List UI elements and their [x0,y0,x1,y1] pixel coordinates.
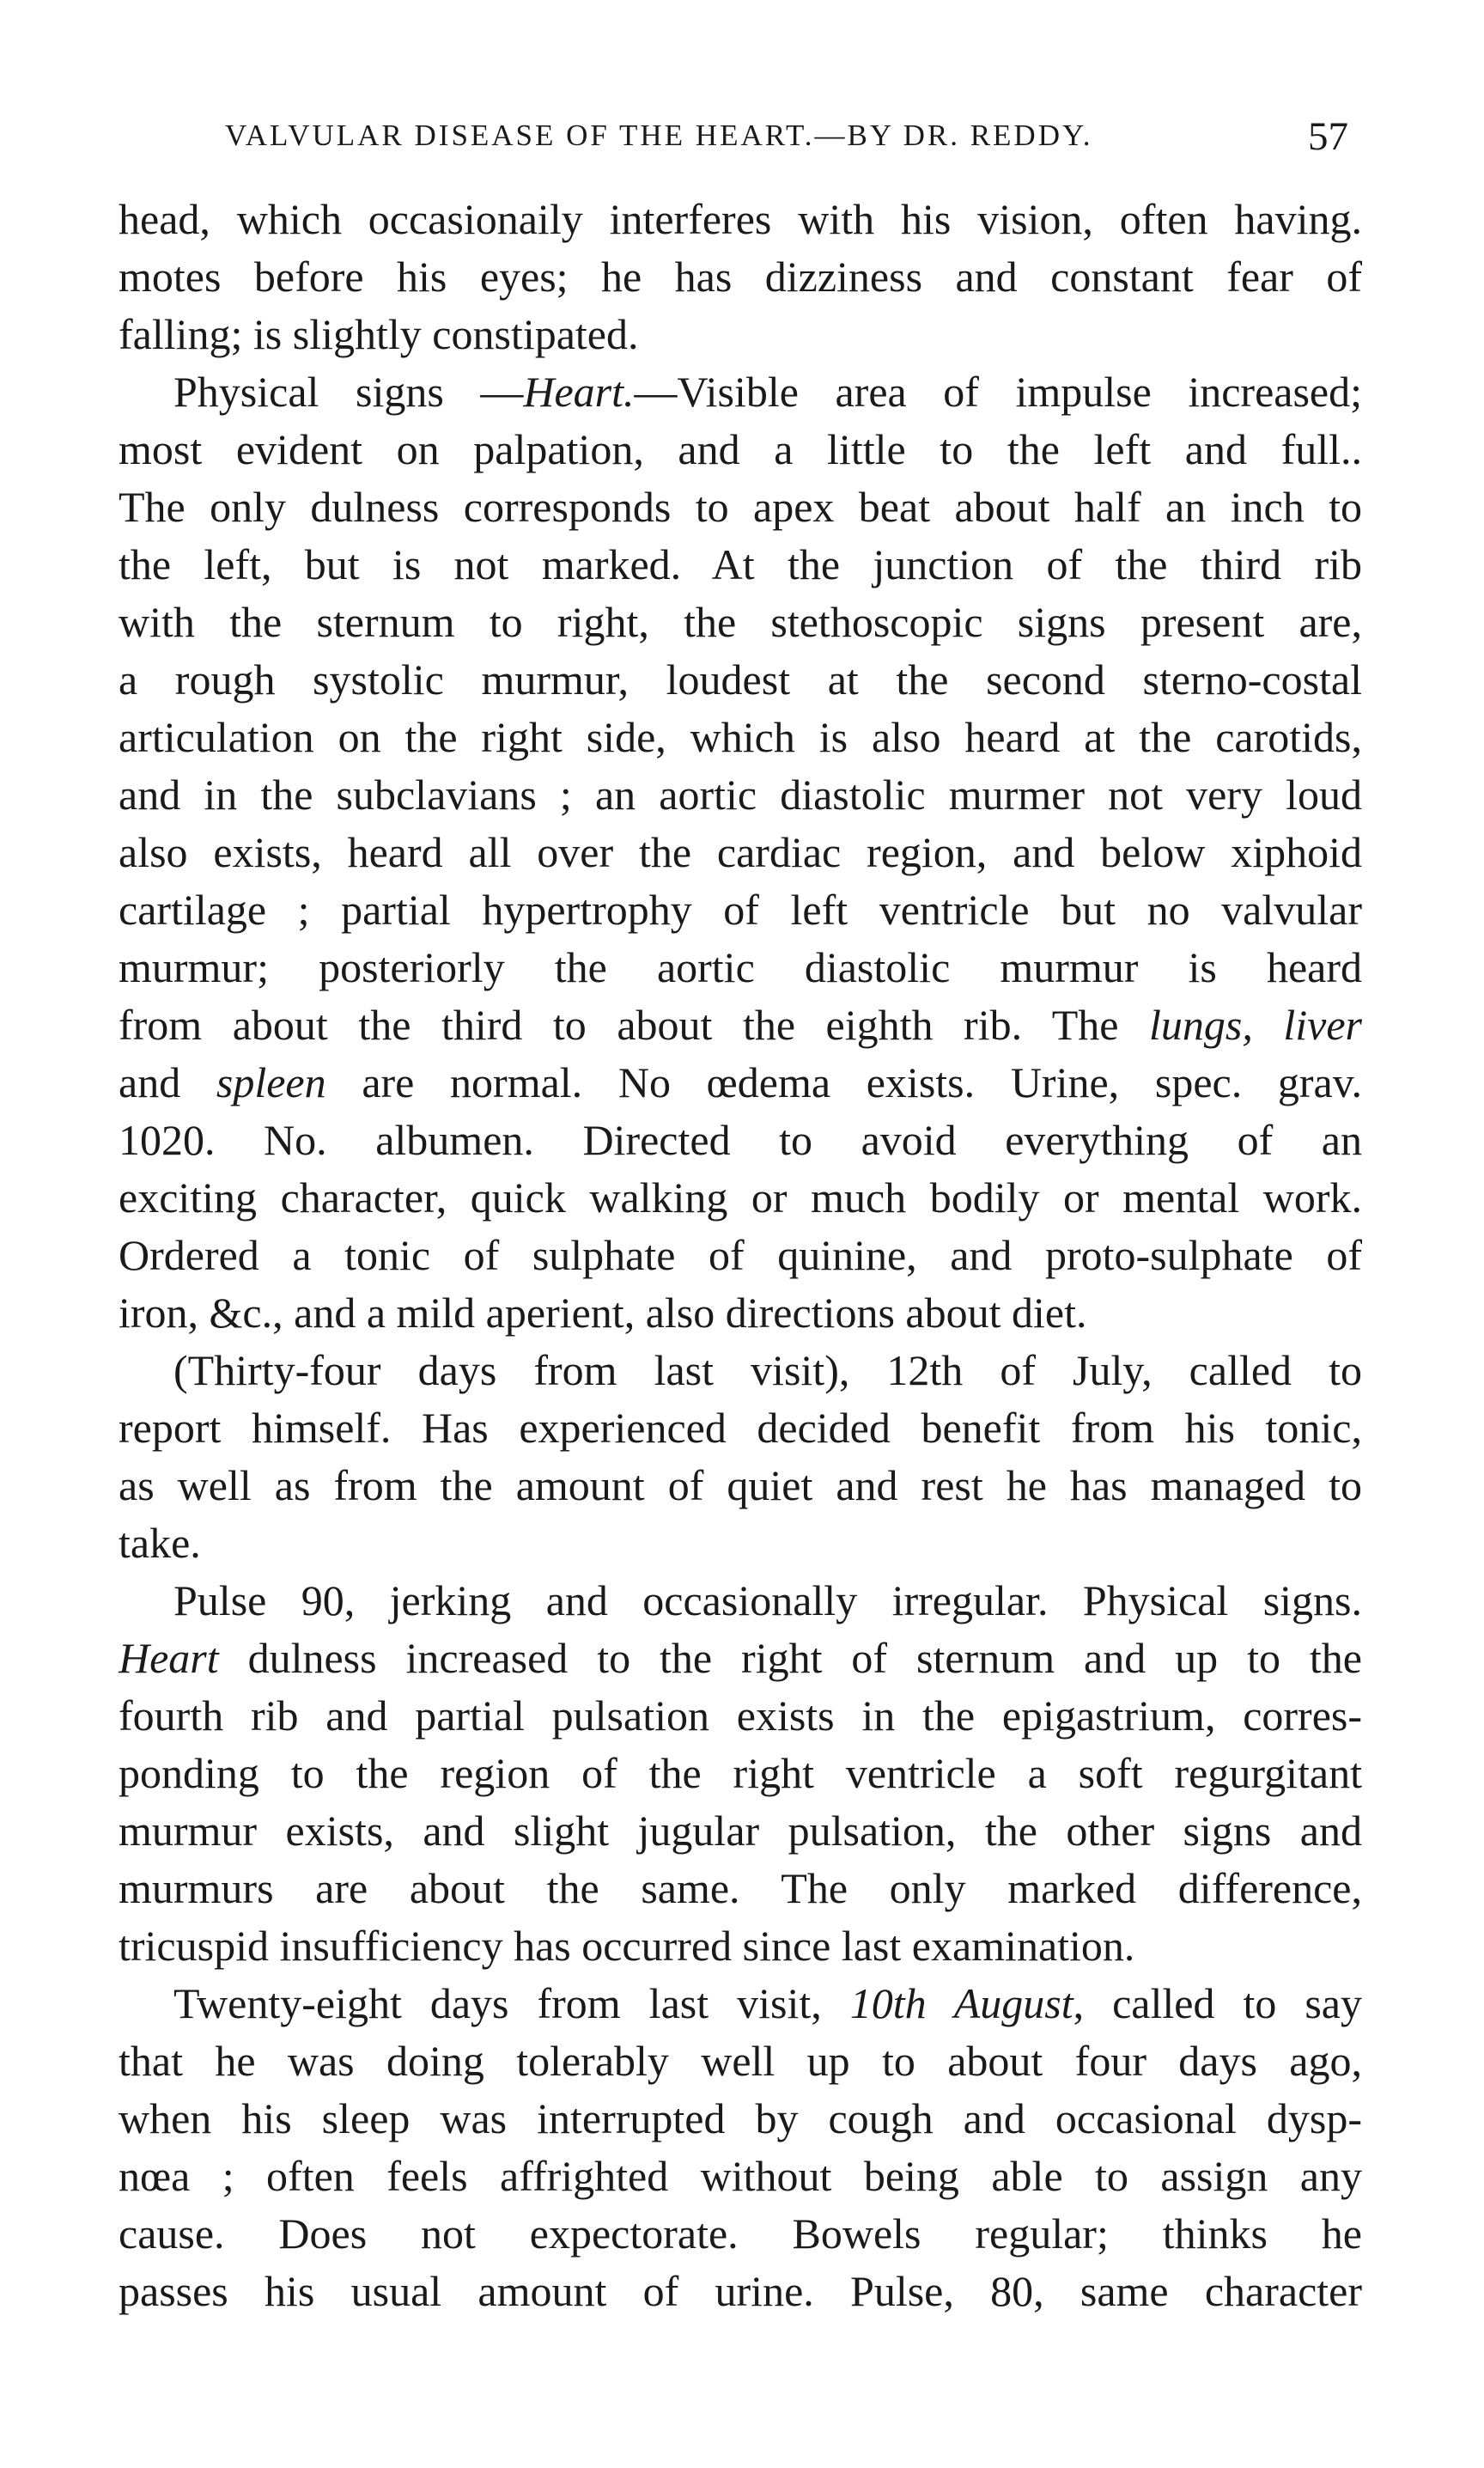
text-segment: most evident on palpation, and a little to the left and full.. [119,425,1362,473]
text-segment: exciting character, quick walking or much bodily or mental work. [119,1173,1362,1222]
text-segment: also exists, heard all over the cardiac region, and below xiphoid [119,828,1362,876]
text-line [119,2090,1362,2148]
text-segment: from about the third to about the eighth rib. The [119,1001,1149,1049]
text-line [119,1860,1362,1917]
text-line [119,478,1362,536]
italic-text: 10th August [849,1979,1073,2027]
text-line [119,1687,1362,1745]
running-head [129,114,1348,170]
text-line [119,306,1362,363]
running-title: VALVULAR DISEASE OF THE HEART.—BY DR. REDDY. [225,119,1093,152]
text-segment: that he was doing tolerably well up to about four days ago, [119,2037,1362,2085]
text-line [119,1457,1362,1514]
text-segment: falling; is slightly constipated. [119,310,639,358]
text-segment: murmurs are about the same. The only marked difference, [119,1864,1362,1912]
italic-text: Heart. [523,368,635,416]
text-segment: and [119,1058,216,1106]
text-segment: Ordered a tonic of sulphate of quinine, and proto-sulphate of [119,1231,1362,1279]
text-line [119,939,1362,996]
body-text [119,191,1362,2320]
text-line [119,421,1362,478]
text-segment: articulation on the right side, which is also heard at the carotids, [119,713,1362,761]
text-segment: head, which occasionaily interferes with his vision, often having. [119,195,1362,243]
text-line [119,1169,1362,1227]
text-line [119,1399,1362,1457]
text-line [119,1917,1362,1975]
page-number: 57 [1308,114,1348,159]
text-segment: murmur; posteriorly the aortic diastolic murmur is heard [119,943,1362,991]
text-line [119,594,1362,651]
text-segment: when his sleep was interrupted by cough and occasional dysp- [119,2094,1362,2142]
text-segment: report himself. Has experienced decided benefit from his tonic, [119,1404,1362,1452]
text-line [119,363,1362,421]
italic-text: spleen [216,1058,326,1106]
text-segment: cause. Does not expectorate. Bowels regular; thinks he [119,2209,1362,2258]
text-line [119,536,1362,594]
text-segment: Physical signs — [173,368,524,416]
text-line [119,248,1362,306]
text-line [119,709,1362,766]
text-segment: murmur exists, and slight jugular pulsation, the other signs and [119,1807,1362,1855]
text-line [119,1572,1362,1630]
text-segment: a rough systolic murmur, loudest at the second sterno-costal [119,655,1362,704]
text-line [119,1802,1362,1860]
text-line [119,1514,1362,1572]
text-line [119,1342,1362,1399]
text-segment: —Visible area of impulse increased; [634,368,1362,416]
text-segment: cartilage ; partial hypertrophy of left ventricle but no valvular [119,886,1362,934]
text-segment: dulness increased to the right of sternum and up to the [218,1634,1362,1682]
text-line [119,651,1362,709]
text-line [119,1630,1362,1687]
text-line [119,881,1362,939]
text-segment: fourth rib and partial pulsation exists in the epigastrium, corres- [119,1691,1362,1740]
text-segment: nœa ; often feels affrighted without being able to assign any [119,2152,1362,2200]
text-line [119,1745,1362,1802]
text-line [119,1975,1362,2032]
text-line [119,996,1362,1054]
text-segment: The only dulness corresponds to apex beat about half an inch to [119,483,1362,531]
text-line [119,2148,1362,2205]
text-line [119,1112,1362,1169]
text-line [119,2263,1362,2320]
text-line [119,1284,1362,1342]
text-segment: and in the subclavians ; an aortic diastolic murmer not very loud [119,771,1362,819]
text-segment: Twenty-eight days from last visit, [173,1979,850,2027]
text-line [119,2205,1362,2263]
text-segment: , called to say [1073,1979,1363,2027]
text-segment: with the sternum to right, the stethoscopic signs present are, [119,598,1362,646]
text-segment: (Thirty-four days from last visit), 12th of July, called to [173,1346,1362,1394]
text-segment: Pulse 90, jerking and occasionally irregular. Physical signs. [173,1576,1362,1624]
text-segment: are normal. No œdema exists. Urine, spec. grav. [325,1058,1362,1106]
text-segment: tricuspid insufficiency has occurred since last examination. [119,1922,1135,1970]
text-line [119,1227,1362,1284]
text-line [119,191,1362,248]
text-segment: motes before his eyes; he has dizziness and constant fear of [119,253,1362,301]
italic-text: lungs, liver [1149,1001,1363,1049]
text-line [119,766,1362,824]
text-line [119,824,1362,881]
italic-text: Heart [119,1634,219,1682]
text-segment: passes his usual amount of urine. Pulse, 80, same character [119,2267,1362,2315]
text-segment: iron, &c., and a mild aperient, also directions about diet. [119,1289,1087,1337]
text-segment: ponding to the region of the right ventricle a soft regurgitant [119,1749,1362,1797]
text-line [119,2032,1362,2090]
text-segment: 1020. No. albumen. Directed to avoid everything of an [119,1116,1362,1164]
text-line [119,1054,1362,1112]
text-segment: take. [119,1519,201,1567]
text-segment: as well as from the amount of quiet and rest he has managed to [119,1461,1362,1509]
text-segment: the left, but is not marked. At the junction of the third rib [119,540,1362,588]
